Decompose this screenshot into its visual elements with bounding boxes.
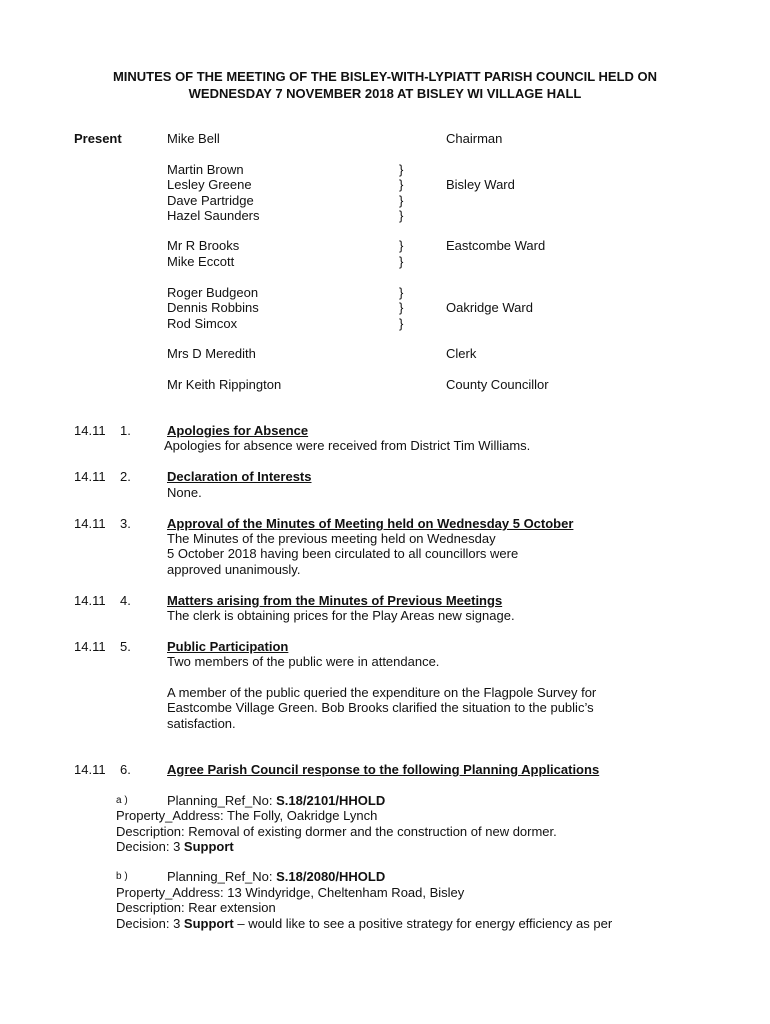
minute-ref: 14.11: [74, 516, 106, 531]
item-heading: Agree Parish Council response to the following Planning Applications: [167, 762, 600, 777]
attendee-name: Hazel Saunders: [167, 208, 260, 223]
brace-mark: }: [399, 300, 404, 315]
application-letter: a ): [116, 795, 128, 806]
planning-ref-number: S.18/2080/HHOLD: [276, 869, 386, 884]
attendee-name: Mrs D Meredith: [167, 346, 256, 361]
decision-suffix: – would like to see a positive strategy for energy efficiency as per: [233, 916, 613, 931]
item-text: A member of the public queried the expenditure on the Flagpole Survey for: [167, 685, 597, 700]
document-title-line-2: WEDNESDAY 7 NOVEMBER 2018 AT BISLEY WI VILLAGE HALL: [188, 86, 582, 101]
attendee-role: Eastcombe Ward: [446, 238, 546, 253]
item-heading: Apologies for Absence: [167, 423, 309, 438]
attendee-name: Mr R Brooks: [167, 238, 240, 253]
item-number: 2.: [120, 469, 131, 484]
item-number: 5.: [120, 639, 131, 654]
brace-mark: }: [399, 254, 404, 269]
minute-ref: 14.11: [74, 469, 106, 484]
planning-ref-number: S.18/2101/HHOLD: [276, 793, 386, 808]
property-address: Property_Address: 13 Windyridge, Cheltenham Road, Bisley: [116, 885, 465, 900]
minute-ref: 14.11: [74, 423, 106, 438]
attendee-role: County Councillor: [446, 377, 549, 392]
document-title-line-1: MINUTES OF THE MEETING OF THE BISLEY-WITH-LYPIATT PARISH COUNCIL HELD ON: [112, 69, 658, 84]
attendee-name: Rod Simcox: [167, 316, 238, 331]
brace-mark: }: [399, 162, 404, 177]
item-number: 6.: [120, 762, 131, 777]
item-text: Eastcombe Village Green. Bob Brooks clarified the situation to the public’s: [167, 700, 594, 715]
attendee-name: Dave Partridge: [167, 193, 254, 208]
item-text: The clerk is obtaining prices for the Play Areas new signage.: [167, 608, 515, 623]
application-description: Description: Rear extension: [116, 900, 276, 915]
item-text: approved unanimously.: [167, 562, 301, 577]
item-number: 1.: [120, 423, 131, 438]
decision-line: [116, 839, 234, 855]
attendee-name: Dennis Robbins: [167, 300, 259, 315]
brace-mark: }: [399, 208, 404, 223]
item-text: Apologies for absence were received from District Tim Williams.: [164, 438, 531, 453]
brace-mark: }: [399, 177, 404, 192]
brace-mark: }: [399, 238, 404, 253]
attendee-role: Bisley Ward: [446, 177, 515, 192]
item-text: Two members of the public were in attendance.: [167, 654, 440, 669]
attendee-name: Lesley Greene: [167, 177, 252, 192]
decision-value: Support: [183, 839, 234, 854]
decision-prefix: Decision: 3: [116, 839, 184, 854]
item-number: 3.: [120, 516, 131, 531]
planning-ref-line: [167, 869, 385, 885]
attendee-name: Martin Brown: [167, 162, 244, 177]
attendee-name: Mike Bell: [167, 131, 220, 146]
minute-ref: 14.11: [74, 593, 106, 608]
item-heading: Public Participation: [167, 639, 289, 654]
decision-prefix: Decision: 3: [116, 916, 184, 931]
present-label: Present: [74, 131, 122, 146]
planning-ref-label: Planning_Ref_No:: [167, 793, 277, 808]
attendee-role: Chairman: [446, 131, 503, 146]
attendee-name: Roger Budgeon: [167, 285, 259, 300]
attendee-name: Mike Eccott: [167, 254, 235, 269]
item-text: satisfaction.: [167, 716, 236, 731]
planning-ref-line: [167, 793, 385, 809]
brace-mark: }: [399, 316, 404, 331]
item-heading: Matters arising from the Minutes of Previous Meetings: [167, 593, 503, 608]
item-text: 5 October 2018 having been circulated to all councillors were: [167, 546, 519, 561]
decision-value: Support: [183, 916, 234, 931]
brace-mark: }: [399, 285, 404, 300]
attendee-name: Mr Keith Rippington: [167, 377, 282, 392]
brace-mark: }: [399, 193, 404, 208]
property-address: Property_Address: The Folly, Oakridge Lynch: [116, 808, 378, 823]
item-number: 4.: [120, 593, 131, 608]
attendee-role: Clerk: [446, 346, 477, 361]
planning-ref-label: Planning_Ref_No:: [167, 869, 277, 884]
item-heading: Declaration of Interests: [167, 469, 312, 484]
application-letter: b ): [116, 871, 128, 882]
attendee-role: Oakridge Ward: [446, 300, 533, 315]
item-heading: Approval of the Minutes of Meeting held on Wednesday 5 October: [167, 516, 574, 531]
minute-ref: 14.11: [74, 762, 106, 777]
decision-line: [116, 916, 612, 932]
minute-ref: 14.11: [74, 639, 106, 654]
item-text: The Minutes of the previous meeting held on Wednesday: [167, 531, 496, 546]
application-description: Description: Removal of existing dormer and the construction of new dormer.: [116, 824, 557, 839]
item-text: None.: [167, 485, 202, 500]
